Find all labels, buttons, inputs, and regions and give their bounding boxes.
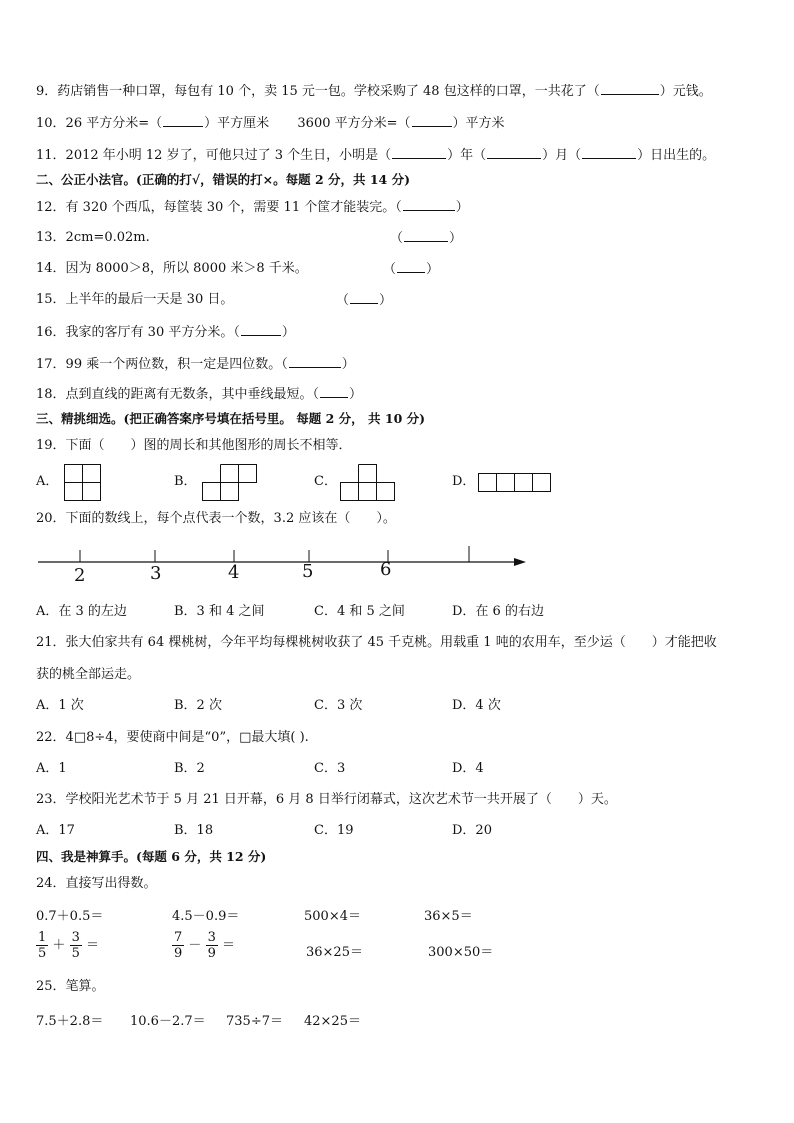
question-14: 14．因为 8000＞8，所以 8000 米＞8 千米。 <box>36 261 308 276</box>
answer-blank[interactable] <box>397 260 425 273</box>
tick-label-6: 6 <box>380 559 392 580</box>
figure-c <box>340 464 398 502</box>
q23-option-d[interactable]: D．20 <box>452 823 492 838</box>
question-15-answer: （ ） <box>336 293 393 308</box>
written-calc-item: 735÷7＝ <box>226 1014 283 1029</box>
fraction-expression-2: $\frac{7}{9}$ － $\frac{3}{9}$ ＝ <box>174 930 236 961</box>
q22-option-c[interactable]: C．3 <box>314 761 346 776</box>
question-21-line-1: 21．张大伯家共有 64 棵桃树，今年平均每棵桃树收获了 45 千克桃。用载重 1 吨的农用车，至少运（ ）才能把收 <box>36 635 717 650</box>
question-12: 12．有 320 个西瓜，每筐装 30 个，需要 11 个筐才能装完。（ ） <box>36 200 469 215</box>
q21-option-c[interactable]: C．3 次 <box>314 698 363 713</box>
q23-option-c[interactable]: C．19 <box>314 823 354 838</box>
q20-option-d[interactable]: D．在 6 的右边 <box>452 604 544 619</box>
written-calc-item: 10.6－2.7＝ <box>130 1014 206 1029</box>
section-4-heading: 四、我是神算手。(每题 6 分，共 12 分) <box>36 849 267 864</box>
question-22: 22．4□8÷4，要使商中间是“0”，□最大填( ). <box>36 730 309 745</box>
question-15: 15．上半年的最后一天是 30 日。 <box>36 292 234 307</box>
question-25: 25．笔算。 <box>36 979 105 994</box>
tick-label-3: 3 <box>150 563 162 584</box>
option-a-label[interactable]: A． <box>36 474 59 489</box>
q22-option-d[interactable]: D．4 <box>452 761 484 776</box>
q23-option-b[interactable]: B．18 <box>174 823 214 838</box>
answer-blank[interactable] <box>163 114 203 127</box>
q21-option-b[interactable]: B．2 次 <box>174 698 222 713</box>
calc-item: 0.7＋0.5＝ <box>36 909 104 924</box>
q22-option-a[interactable]: A．1 <box>36 761 67 776</box>
q21-option-a[interactable]: A．1 次 <box>36 698 84 713</box>
answer-blank[interactable] <box>487 146 541 159</box>
question-24: 24．直接写出得数。 <box>36 876 157 891</box>
section-2-heading: 二、公正小法官。(正确的打√，错误的打×。每题 2 分，共 14 分) <box>36 172 411 187</box>
q20-option-c[interactable]: C．4 和 5 之间 <box>314 604 405 619</box>
option-b-label[interactable]: B． <box>174 474 197 489</box>
question-19: 19．下面（ ）图的周长和其他图形的周长不相等． <box>36 438 352 453</box>
option-c-label[interactable]: C． <box>314 474 337 489</box>
answer-blank[interactable] <box>241 323 281 336</box>
question-17: 17．99 乘一个两位数，积一定是四位数。（ ） <box>36 357 355 372</box>
answer-blank[interactable] <box>320 385 348 398</box>
answer-blank[interactable] <box>582 146 636 159</box>
calc-item: 4.5－0.9＝ <box>172 909 240 924</box>
question-20: 20．下面的数线上，每个点代表一个数，3.2 应该在（ ）。 <box>36 511 396 526</box>
tick-label-2: 2 <box>74 565 86 586</box>
answer-blank[interactable] <box>412 114 452 127</box>
tick-label-5: 5 <box>302 561 314 582</box>
question-9: 9．药店销售一种口罩，每包有 10 个，卖 15 元一包。学校采购了 48 包这样的口罩，一共花了（ ）元钱。 <box>36 84 712 99</box>
answer-blank[interactable] <box>350 291 378 304</box>
calc-item: 36×25＝ <box>306 945 363 960</box>
q20-option-b[interactable]: B．3 和 4 之间 <box>174 604 265 619</box>
calc-item: 36×5＝ <box>424 909 473 924</box>
question-13: 13．2cm=0.02m. <box>36 230 150 245</box>
question-14-answer: （ ） <box>383 262 440 277</box>
answer-blank[interactable] <box>289 355 341 368</box>
question-18: 18．点到直线的距离有无数条，其中垂线最短。（ ） <box>36 387 363 402</box>
question-16: 16．我家的客厅有 30 平方分米。（ ） <box>36 325 295 340</box>
calc-item: 300×50＝ <box>428 945 494 960</box>
q22-option-b[interactable]: B．2 <box>174 761 205 776</box>
section-3-heading: 三、精挑细选。(把正确答案序号填在括号里。 每题 2 分， 共 10 分) <box>36 411 426 426</box>
answer-blank[interactable] <box>404 229 448 242</box>
figure-d <box>478 473 554 493</box>
question-10: 10．26 平方分米=（ ）平方厘米 3600 平方分米=（ ）平方米 <box>36 116 505 131</box>
tick-label-4: 4 <box>228 562 240 583</box>
figure-a <box>64 464 102 502</box>
answer-blank[interactable] <box>392 146 446 159</box>
q21-option-d[interactable]: D．4 次 <box>452 698 501 713</box>
question-21-line-2: 获的桃全部运走。 <box>36 667 141 682</box>
option-d-label[interactable]: D． <box>452 474 476 489</box>
figure-b <box>202 464 260 502</box>
fraction-expression-1: $\frac{1}{5}$ ＋ $\frac{3}{5}$ ＝ <box>38 930 100 961</box>
number-line <box>38 540 538 590</box>
question-23: 23．学校阳光艺术节于 5 月 21 日开幕，6 月 8 日举行闭幕式，这次艺术节一共开展了（ ）天。 <box>36 792 617 807</box>
q23-option-a[interactable]: A．17 <box>36 823 75 838</box>
calc-item: 500×4＝ <box>304 909 361 924</box>
written-calc-item: 42×25＝ <box>304 1014 361 1029</box>
question-11: 11．2012 年小明 12 岁了，可他只过了 3 个生日，小明是（ ）年（ ）月（ ）日出生的。 <box>36 148 716 163</box>
question-13-answer: （ ） <box>390 231 463 246</box>
q20-option-a[interactable]: A．在 3 的左边 <box>36 604 127 619</box>
answer-blank[interactable] <box>601 82 659 95</box>
answer-blank[interactable] <box>403 198 455 211</box>
written-calc-item: 7.5＋2.8＝ <box>36 1014 104 1029</box>
